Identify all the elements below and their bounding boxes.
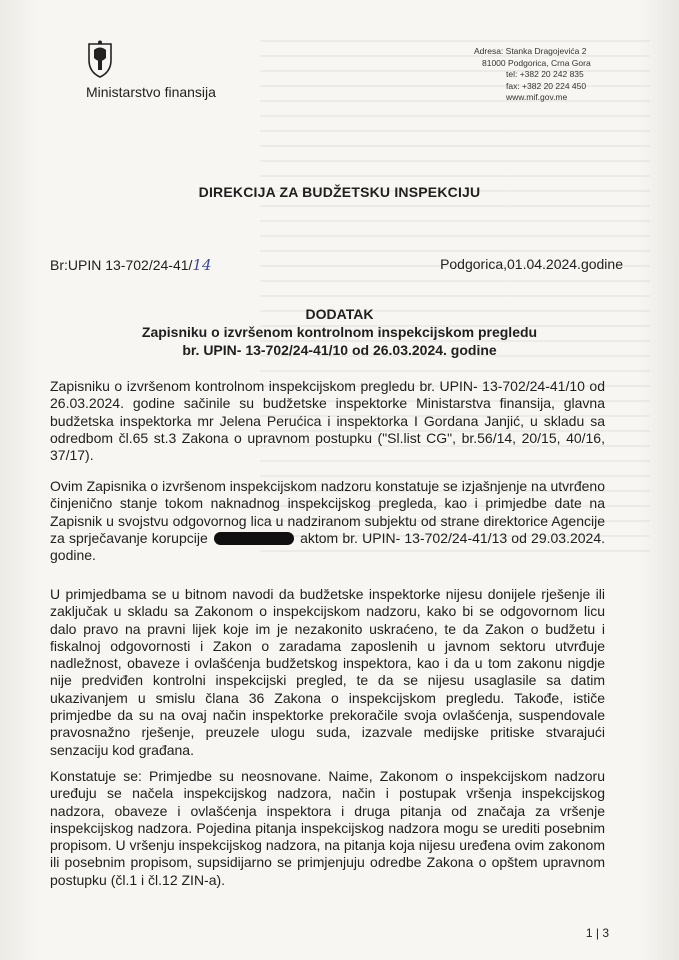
contact-city: 81000 Podgorica, Crna Gora	[482, 57, 591, 68]
paragraph-1: Zapisniku o izvršenom kontrolnom inspekcijskom pregledu br. UPIN- 13-702/24-41/10 od 26.03.2024. godine sačinile su budžetske inspektorke Ministarstva finansija, glavna budžetska inspektorka mr Jelena Perućica i inspektorka I Gordana Janjić, u skladu sa odredbom čl.65 st.3 Zakona o upravnom postupku ("Sl.list CG", br.56/14, 20/15, 40/16, 37/17).	[50, 378, 605, 464]
paragraph-2-text-a: Ovim Zapisnika o izvršenom inspekcijskom nadzoru konstatuje se izjašnjenje na utvrđeno činjenično stanje tokom naknadnog inspekcijskog pregleda, kao i primjedbe date na Zapisnik u svojstvu odgovornog lica u nadziranom subjektu od strane direktorice Agencije za sprječavanje korupcije	[50, 478, 605, 546]
redaction-mark	[214, 532, 294, 545]
contact-block	[474, 46, 591, 104]
paragraph-3: U primjedbama se u bitnom navodi da budžetske inspektorke nijesu donijele rješenje ili zaključak u skladu sa Zakonom o inspekcijskom nadzoru, kako bi se odgovornom licu dalo pravo na pravni lijek koje im je nezakonito uskraćeno, te da Zakon o budžetu i fiskalnoj odgovornosti i Zakon o zaradama zaposlenih u javnom sektoru utvrđuje nadležnost, obaveze i ovlašćenja budžetskog inspektora, kao i da u tom zakonu nigdje nije predviđen kontrolni inspekcijski pregled, te da se nijesu usaglasile sa datim ukazivanjem u smislu člana 36 Zakona o inspekcijskom pregledu. Takođe, ističe primjedbe da su na ovaj način inspektorke prekoračile svoja ovlašćenja, suspendovale pravosnažno rješenje, preuzele ulogu suda, izazvale medijske pritiske stvarajući senzaciju kod građana.	[50, 586, 605, 758]
reference-number	[50, 256, 212, 274]
handwritten-number: 14	[192, 256, 212, 274]
paragraph-4: Konstatuje se: Primjedbe su neosnovane. Naime, Zakonom o inspekcijskom nadzoru uređuju se načela inspekcijskog nadzora, način i postupak vršenja inspekcijskog nadzora, obaveze i ovlašćenja inspektora i druga pitanja od značaja za vršenje inspekcijskog nadzora. Pojedina pitanja inspekcijskog nadzora mogu se urediti posebnim propisom. U vršenju inspekcijskog nadzora, na pitanja koja nijesu uređena ovim zakonom ili posebnim propisom, supsidijarno se primjenjuju odredbe Zakona o opštem upravnom postupku (čl.1 i čl.12 ZIN-a).	[50, 768, 605, 888]
contact-fax: fax: +382 20 224 450	[506, 80, 587, 91]
place-date: Podgorica,01.04.2024.godine	[440, 256, 623, 272]
title-line-2: Zapisniku o izvršenom kontrolnom inspekcijskom pregledu	[141, 324, 538, 340]
contact-web: www.mif.gov.me	[506, 92, 568, 103]
document-title	[0, 305, 679, 359]
reference-number-text: Br:UPIN 13-702/24-41/	[50, 257, 193, 273]
contact-address: Adresa: Stanka Dragojevića 2	[474, 46, 587, 56]
contact-tel: tel: +382 20 242 835	[506, 69, 584, 80]
directorate-heading: DIREKCIJA ZA BUDŽETSKU INSPEKCIJU	[198, 184, 481, 200]
title-line-1: DODATAK	[305, 306, 374, 322]
coat-of-arms-icon	[86, 40, 114, 78]
paragraph-2-text-b: aktom br. UPIN- 13-702/24-41/13 od 29.03.2024. godine.	[50, 529, 606, 564]
paragraph-2	[50, 478, 605, 564]
ministry-name: Ministarstvo finansija	[86, 84, 216, 100]
page-number: 1 | 3	[585, 926, 609, 940]
title-line-3: br. UPIN- 13-702/24-41/10 od 26.03.2024. godine	[182, 342, 497, 358]
